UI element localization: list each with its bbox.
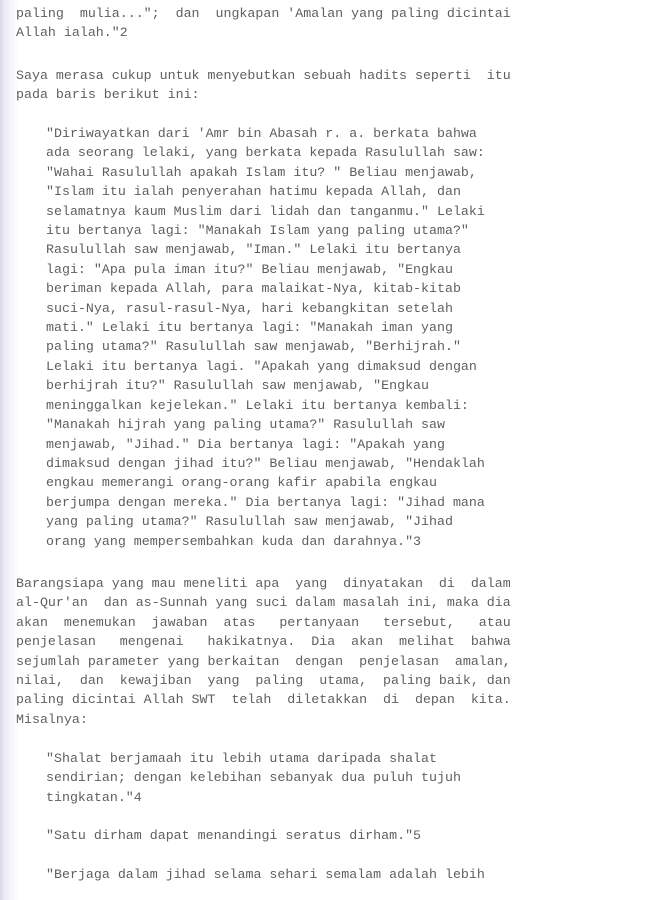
intro-text: paling mulia..."; dan ungkapan 'Amalan yang paling dicintai Allah ialah."2 [16, 6, 511, 41]
quote-dirham: "Satu dirham dapat menandingi seratus dirham."5 [46, 828, 422, 843]
hadith-quote: "Diriwayatkan dari 'Amr bin Abasah r. a. berkata bahwa ada seorang lelaki, yang berkata kepada Rasulullah saw: "Wahai Rasulullah apakah Islam itu? " Beliau menjawab, "Islam itu ialah penyerahan hatimu kepada Allah, dan selamatnya kaum Muslim dari lidah dan tanganmu." Lelaki itu bertanya lagi: "Manakah Islam yang paling utama?" Rasulullah saw menjawab, "Iman." Lelaki itu bertanya lagi: "Apa pula iman itu?" Beliau menjawab, "Engkau beriman kepada Allah, para malaikat-Nya, kitab-kitab suci-Nya, rasul-rasul-Nya, hari kebangkitan setelah mati." Lelaki itu bertanya lagi: "Manakah iman yang paling utama?" Rasulullah saw menjawab, "Berhijrah." Lelaki itu bertanya lagi. "Apakah yang dimaksud dengan berhijrah itu?" Rasulullah saw menjawab, "Engkau meninggalkan kejelekan." Lelaki itu bertanya kembali: "Manakah hijrah yang paling utama?" Rasulullah saw menjawab, "Jihad." Dia bertanya lagi: "Apakah yang dimaksud dengan jihad itu?" Beliau menjawab, "Hendaklah engkau memerangi orang-orang kafir apabila engkau berjumpa dengan mereka." Dia bertanya lagi: "Jihad mana yang paling utama?" Rasulullah saw menjawab, "Jihad orang yang mempersembahkan kuda dan darahnya."3 [46, 126, 485, 549]
analysis-paragraph: Barangsiapa yang mau meneliti apa yang dinyatakan di dalam al-Qur'an dan as-Sunnah yang suci dalam masalah ini, maka dia akan menemukan jawaban atas pertanyaan tersebut, atau penjelasan mengenai hakikatnya. Dia akan melihat bahwa sejumlah parameter yang berkaitan dengan penjelasan amalan, nilai, dan kewajiban yang paling utama, paling baik, dan paling dicintai Allah SWT telah diletakkan di depan kita. Misalnya: [16, 576, 511, 727]
lead-paragraph: Saya merasa cukup untuk menyebutkan sebuah hadits seperti itu pada baris berikut ini: [16, 68, 511, 103]
quote-shalat: "Shalat berjamaah itu lebih utama daripada shalat sendirian; dengan kelebihan sebanyak dua puluh tujuh tingkatan."4 [46, 751, 461, 805]
quote-jihad: "Berjaga dalam jihad selama sehari semalam adalah lebih [46, 867, 485, 882]
